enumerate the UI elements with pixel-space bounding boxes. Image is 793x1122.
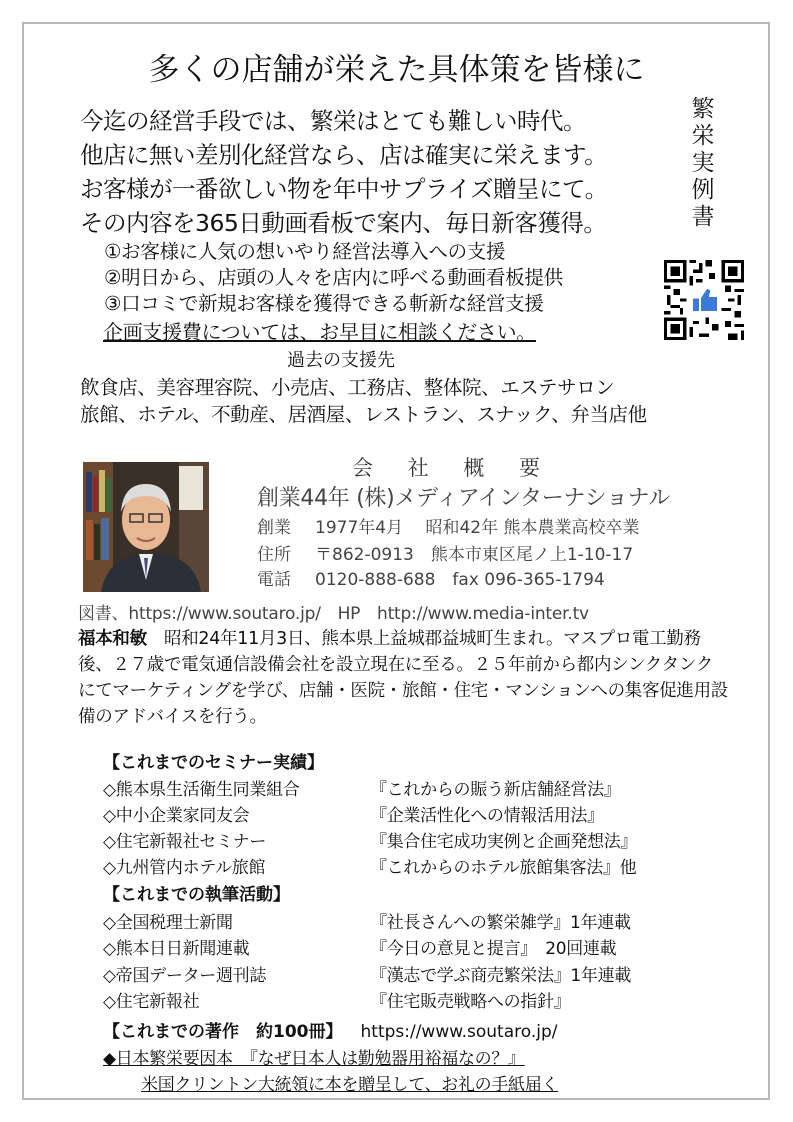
past-clients-heading: 過去の支援先 xyxy=(287,350,395,371)
lead-line: その内容を365日動画看板で案内、毎日新客獲得。 xyxy=(80,209,607,237)
item-source: ◇熊本県生活衛生同業組合 xyxy=(103,780,300,800)
seminar-item xyxy=(103,827,637,852)
item-title: 『集合住宅成功実例と企画発想法』 xyxy=(370,832,638,852)
item-source: ◇熊本日日新聞連載 xyxy=(103,939,250,959)
item-source: ◇住宅新報社セミナー xyxy=(103,832,267,852)
seminar-heading: 【これまでのセミナー実績】 xyxy=(103,753,324,773)
vertical-title-char: 例 xyxy=(691,177,715,203)
books-heading xyxy=(103,1017,557,1042)
lead-line: 今迄の経営手段では、繁栄はとても難しい時代。 xyxy=(80,107,586,135)
past-clients-line: 飲食店、美容理容院、小売店、工務店、整体院、エステサロン xyxy=(80,376,615,399)
company-row-founded xyxy=(257,513,640,538)
support-item: ①お客様に人気の想いやり経営法導入への支援 xyxy=(104,240,506,263)
row-value: 1977年4月 昭和42年 熊本農業高校卒業 xyxy=(315,518,640,538)
seminar-item xyxy=(103,853,636,878)
row-key: 創業 xyxy=(257,518,291,538)
profile-text: 昭和24年11月3日、熊本県上益城郡益城町生まれ。マスプロ電工勤務後、２７歳で電気通信設備会社を設立現在に至る。２５年前から都内シンクタンクにてマーケティングを学び、店舗・医院・旅館・住宅・マンションへの集客促進用設備のアドバイスを行う。 xyxy=(78,629,729,727)
vertical-title xyxy=(688,96,718,231)
vertical-title-char: 書 xyxy=(691,204,715,230)
vertical-title-char: 栄 xyxy=(691,123,715,149)
item-source: ◇全国税理士新聞 xyxy=(103,913,233,933)
company-overview-heading: 会 社 概 要 xyxy=(352,456,555,480)
support-item: ③口コミで新規お客様を獲得できる斬新な経営支援 xyxy=(104,292,544,315)
writing-item xyxy=(103,987,570,1012)
row-value: 〒862-0913 熊本市東区尾ノ上1-10-17 xyxy=(315,545,634,565)
clinton-letter-note: 米国クリントン大統領に本を贈呈して、お礼の手紙届く xyxy=(141,1075,559,1095)
item-source: ◇中小企業家同友会 xyxy=(103,806,250,826)
vertical-title-char: 実 xyxy=(691,150,715,176)
writing-item xyxy=(103,934,616,959)
item-title: 『企業活性化への情報活用法』 xyxy=(370,806,604,826)
row-value: 0120-888-688 fax 096-365-1794 xyxy=(315,570,605,590)
website-links[interactable]: 図書、https://www.soutaro.jp/ HP http://www.media-inter.tv xyxy=(78,604,589,624)
books-heading-label: 【これまでの著作 約100冊】 xyxy=(103,1022,343,1042)
item-source: ◇住宅新報社 xyxy=(103,992,200,1012)
consult-note: 企画支援費については、お早目に相談ください。 xyxy=(103,320,536,344)
row-key: 住所 xyxy=(257,545,291,565)
item-title: 『これからの賑う新店舗経営法』 xyxy=(370,780,621,800)
qr-code-icon[interactable] xyxy=(664,260,744,340)
profile-bio xyxy=(78,626,728,730)
row-key: 電話 xyxy=(257,570,291,590)
lead-line: 他店に無い差別化経営なら、店は確実に栄えます。 xyxy=(80,141,608,169)
item-title: 『今日の意見と提言』 20回連載 xyxy=(370,939,617,959)
writing-item xyxy=(103,961,631,986)
item-title: 『漢志で学ぶ商売繁栄法』1年連載 xyxy=(370,966,632,986)
featured-book: ◆日本繁栄要因本 『なぜ日本人は勤勉器用裕福なの？』 xyxy=(103,1049,525,1069)
books-url-link[interactable]: https://www.soutaro.jp/ xyxy=(360,1022,558,1042)
lead-line: お客様が一番欲しい物を年中サプライズ贈呈にて。 xyxy=(80,175,608,203)
company-name: 創業44年 (株)メディアインターナショナル xyxy=(257,486,670,511)
item-title: 『社長さんへの繁栄雑学』1年連載 xyxy=(370,913,631,933)
seminar-item xyxy=(103,775,621,800)
item-source: ◇九州管内ホテル旅館 xyxy=(103,858,266,878)
profile-name: 福本和敏 xyxy=(78,629,147,649)
seminar-item xyxy=(103,801,604,826)
support-item: ②明日から、店頭の人々を店内に呼べる動画看板提供 xyxy=(104,266,563,289)
item-source: ◇帝国データー週刊誌 xyxy=(103,966,267,986)
item-title: 『これからのホテル旅館集客法』他 xyxy=(370,858,637,878)
vertical-title-char: 繁 xyxy=(691,96,715,122)
page-title: 多くの店舗が栄えた具体策を皆様に xyxy=(148,52,645,88)
writing-heading: 【これまでの執筆活動】 xyxy=(103,885,290,905)
item-title: 『住宅販売戦略への指針』 xyxy=(370,992,571,1012)
portrait-photo xyxy=(83,462,209,592)
company-row-phone xyxy=(257,565,605,590)
company-row-address xyxy=(257,540,633,565)
writing-item xyxy=(103,908,631,933)
past-clients-line: 旅館、ホテル、不動産、居酒屋、レストラン、スナック、弁当店他 xyxy=(80,403,647,426)
